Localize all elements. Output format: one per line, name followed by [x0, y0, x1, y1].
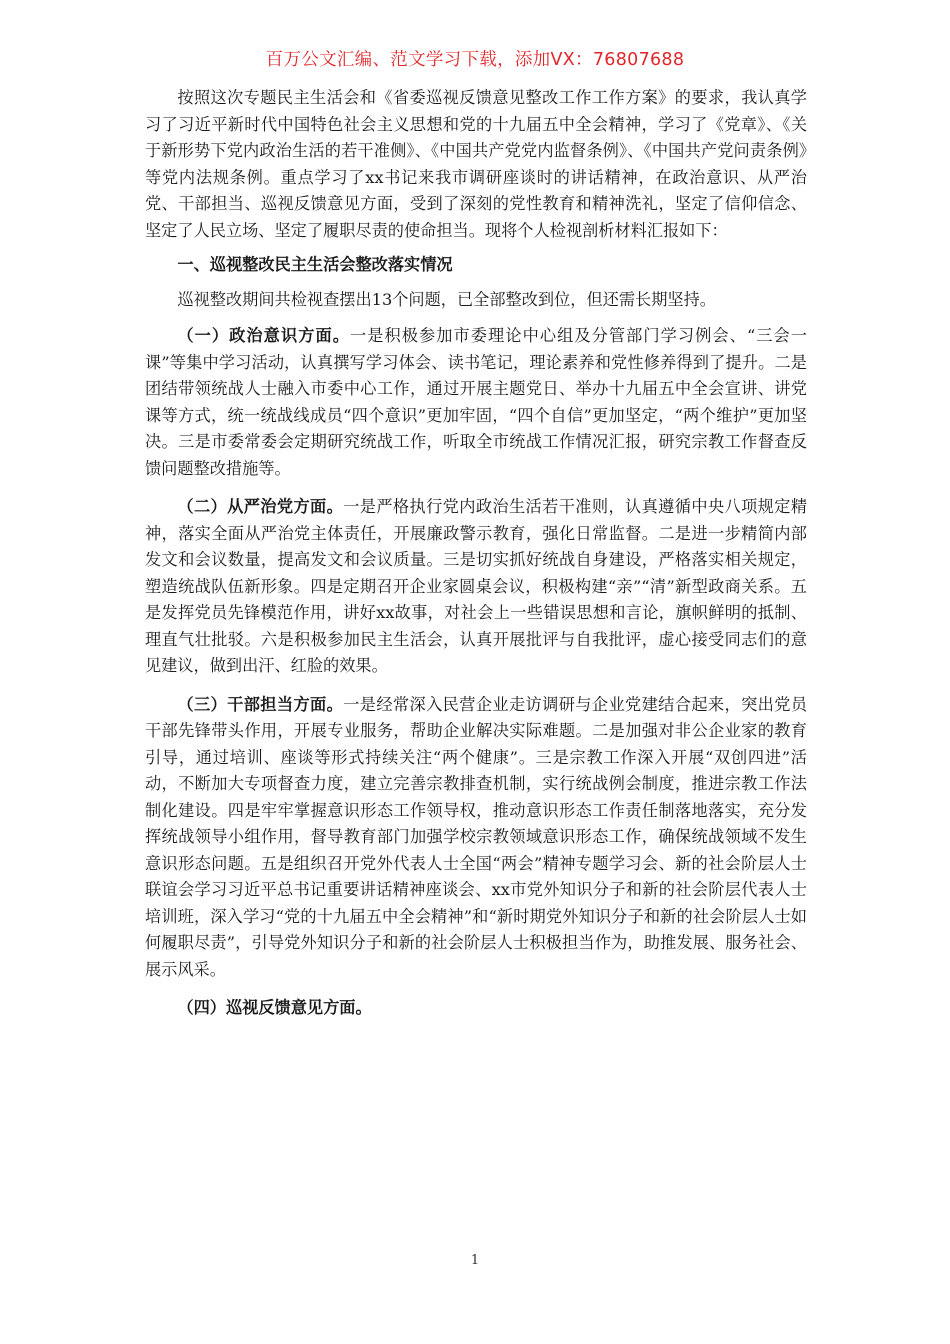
item-title: （一）政治意识方面。 [177, 326, 350, 345]
document-body [145, 85, 807, 1032]
item-title: （二）从严治党方面。 [177, 497, 344, 516]
page-number: 1 [470, 1253, 480, 1268]
item-title: （三）干部担当方面。 [177, 694, 344, 714]
item-inspection-feedback [145, 995, 807, 1022]
item-text: 一是经常深入民营企业走访调研与企业党建结合起来，突出党员干部先锋带头作用，开展专业服务，帮助企业解决实际难题。二是加强对非公企业家的教育引导，通过培训、座谈等形式持续关注“两个健康”。三是宗教工作深入开展“双创四进”活动，不断加大专项督查力度，建立完善宗教排查机制，实行统战例会制度，推进宗教工作法制化建设。四是牢牢掌握意识形态工作领导权，推动意识形态工作责任制落地落实，充分发挥统战领导小组作用，督导教育部门加强学校宗教领域意识形态工作，确保统战领域不发生意识形态问题。五是组织召开党外代表人士全国“两会”精神专题学习会、新的社会阶层人士联谊会学习习近平总书记重要讲话精神座谈会、xx市党外知识分子和新的社会阶层代表人士培训班，深入学习“党的十九届五中全会精神”和“新时期党外知识分子和新的社会阶层人士如何履职尽责”，引导党外知识分子和新的社会阶层人士积极担当作为，助推发展、服务社会、展示风采。 [145, 694, 808, 979]
item-title: （四）巡视反馈意见方面。 [177, 998, 372, 1017]
section-heading: 一、巡视整改民主生活会整改落实情况 [177, 255, 453, 274]
item-text: 一是积极参加市委理论中心组及分管部门学习例会、“三会一课”等集中学习活动，认真撰写学习体会、读书笔记，理论素养和党性修养得到了提升。二是团结带领统战人士融入市委中心工作，通过开展主题党日、举办十九届五中全会宣讲、讲党课等方式，统一统战线成员“四个意识”更加牢固，“四个自信”更加坚定，“两个维护”更加坚决。三是市委常委会定期研究统战工作，听取全市统战工作情况汇报，研究宗教工作督查反馈问题整改措施等。 [145, 326, 807, 478]
item-party-discipline [145, 494, 807, 680]
item-political-awareness [145, 323, 807, 482]
item-cadre-responsibility [145, 692, 807, 984]
item-text: 一是严格执行党内政治生活若干准则，认真遵循中央八项规定精神，落实全面从严治党主体责任，开展廉政警示教育，强化日常监督。二是进一步精简内部发文和会议数量，提高发文和会议质量。三是切实抓好统战自身建设，严格落实相关规定，塑造统战队伍新形象。四是定期召开企业家圆桌会议，积极构建“亲”“清”新型政商关系。五是发挥党员先锋模范作用，讲好xx故事，对社会上一些错误思想和言论，旗帜鲜明的抵制、理直气壮批驳。六是积极参加民主生活会，认真开展批评与自我批评，虚心接受同志们的意见建议，做到出汗、红脸的效果。 [145, 497, 808, 675]
intro-paragraph: 按照这次专题民主生活会和《省委巡视反馈意见整改工作工作方案》的要求，我认真学习了习近平新时代中国特色社会主义思想和党的十九届五中全会精神，学习了《党章》、《关于新形势下党内政治生活的若干准侧》、《中国共产党党内监督条例》、《中国共产党问责条例》等党内法规条例。重点学习了xx书记来我市调研座谈时的讲话精神，在政治意识、从严治党、干部担当、巡视反馈意见方面，受到了深刻的党性教育和精神洗礼，坚定了信仰信念、坚定了人民立场、坚定了履职尽责的使命担当。现将个人检视剖析材料汇报如下： [145, 88, 807, 240]
section-summary: 巡视整改期间共检视查摆出13个问题，已全部整改到位，但还需长期坚持。 [177, 289, 716, 309]
header-banner: 百万公文汇编、范文学习下载，添加VX：76807688 [265, 50, 685, 70]
